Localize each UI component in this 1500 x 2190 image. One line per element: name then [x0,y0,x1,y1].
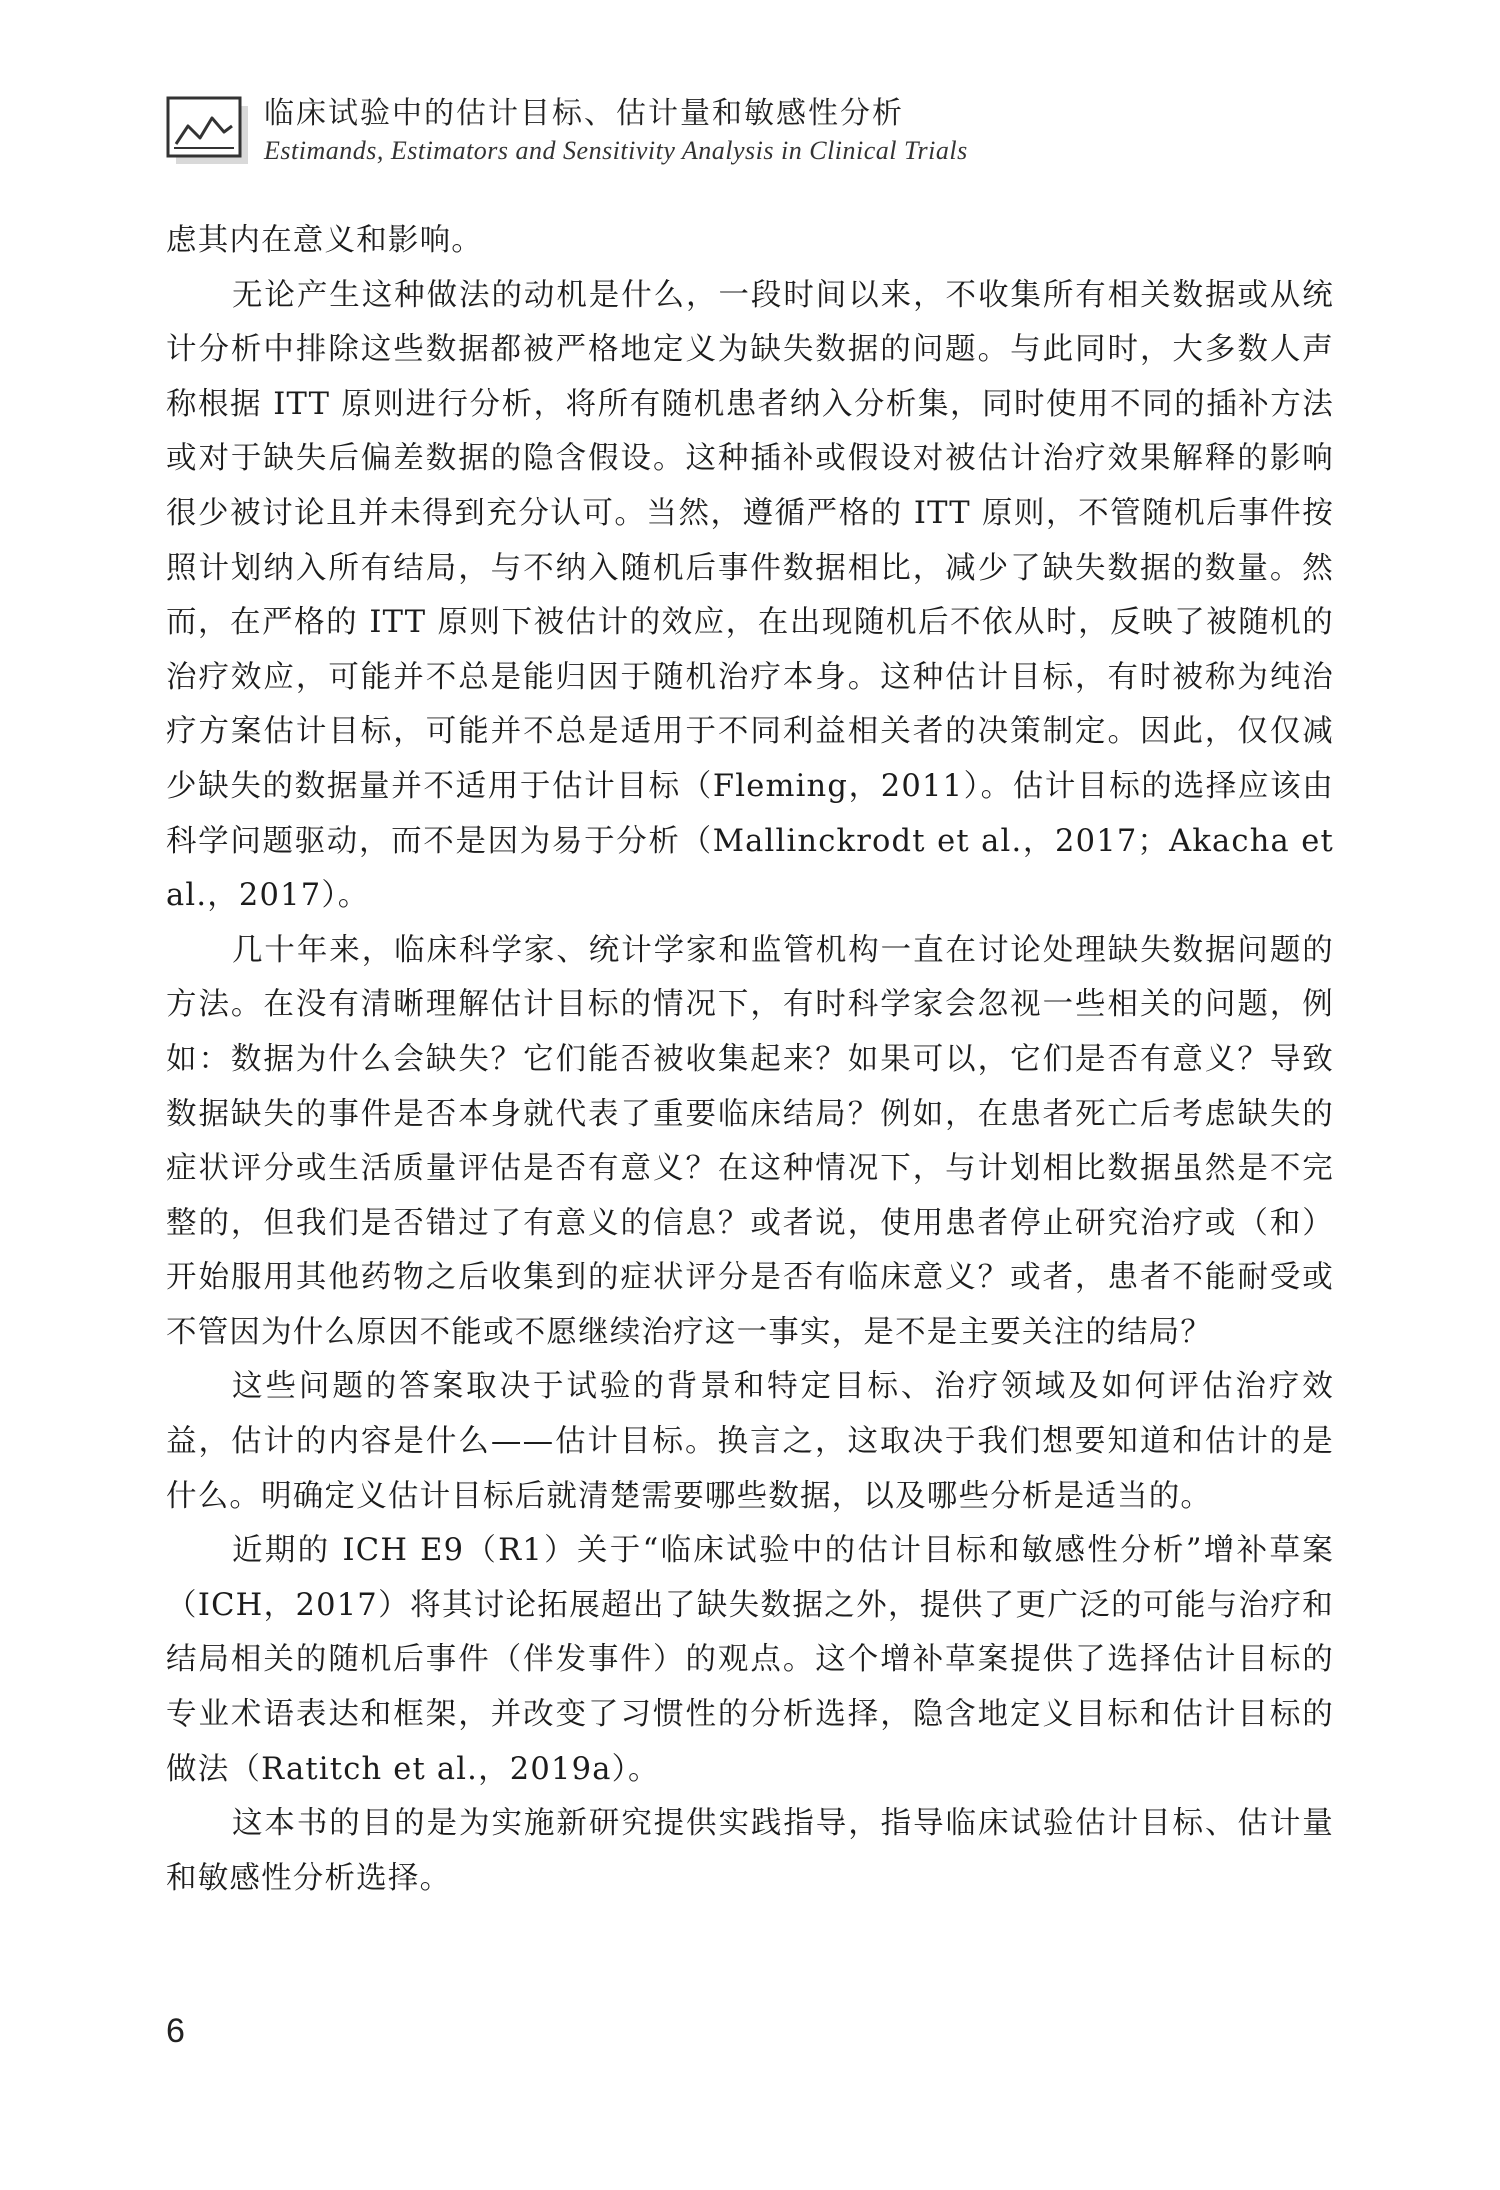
paragraph: 这本书的目的是为实施新研究提供实践指导，指导临床试验估计目标、估计量和敏感性分析选择。 [166,1806,1334,1896]
paragraph: 无论产生这种做法的动机是什么，一段时间以来，不收集所有相关数据或从统计分析中排除这些数据都被严格地定义为缺失数据的问题。与此同时，大多数人声称根据 ITT 原则进行分析，将所有随机患者纳入分析集，同时使用不同的插补方法或对于缺失后偏差数据的隐含假设。这种插补或假设对被估计治疗效果解释的影响很少被讨论且并未得到充分认可。当然，遵循严格的 ITT 原则，不管随机后事件按照计划纳入所有结局，与不纳入随机后事件数据相比，减少了缺失数据的数量。然而，在严格的 ITT 原则下被估计的效应，在出现随机后不依从时，反映了被随机的治疗效应，可能并不总是能归因于随机治疗本身。这种估计目标，有时被称为纯治疗方案估计目标，可能并不总是适用于不同利益相关者的决策制定。因此，仅仅减少缺失的数据量并不适用于估计目标（Fleming，2011）。估计目标的选择应该由科学问题驱动，而不是因为易于分析（Mallinckrodt et al.，2017；Akacha et al.，2017）。 [166,277,1334,914]
header-title-english: Estimands, Estimators and Sensitivity Analysis in Clinical Trials [264,136,968,165]
paragraph: 几十年来，临床科学家、统计学家和监管机构一直在讨论处理缺失数据问题的方法。在没有清晰理解估计目标的情况下，有时科学家会忽视一些相关的问题，例如：数据为什么会缺失？它们能否被收集起来？如果可以，它们是否有意义？导致数据缺失的事件是否本身就代表了重要临床结局？例如，在患者死亡后考虑缺失的症状评分或生活质量评估是否有意义？在这种情况下，与计划相比数据虽然是不完整的，但我们是否错过了有意义的信息？或者说，使用患者停止研究治疗或（和）开始服用其他药物之后收集到的症状评分是否有临床意义？或者，患者不能耐受或不管因为什么原因不能或不愿继续治疗这一事实，是不是主要关注的结局？ [166,932,1334,1350]
paragraph: 近期的 ICH E9（R1）关于“临床试验中的估计目标和敏感性分析”增补草案（ICH，2017）将其讨论拓展超出了缺失数据之外，提供了更广泛的可能与治疗和结局相关的随机后事件（伴发事件）的观点。这个增补草案提供了选择估计目标的专业术语表达和框架，并改变了习惯性的分析选择，隐含地定义目标和估计目标的做法（Ratitch et al.，2019a）。 [166,1533,1334,1787]
paragraph-continuation: 虑其内在意义和影响。 [166,223,483,258]
page-number: 6 [166,2012,185,2050]
body-text [166,214,1334,1906]
header-title-chinese: 临床试验中的估计目标、估计量和敏感性分析 [264,96,904,131]
running-header [166,88,1346,188]
line-chart-icon [166,96,252,168]
paragraph: 这些问题的答案取决于试验的背景和特定目标、治疗领域及如何评估治疗效益，估计的内容是什么——估计目标。换言之，这取决于我们想要知道和估计的是什么。明确定义估计目标后就清楚需要哪些数据，以及哪些分析是适当的。 [166,1369,1334,1514]
